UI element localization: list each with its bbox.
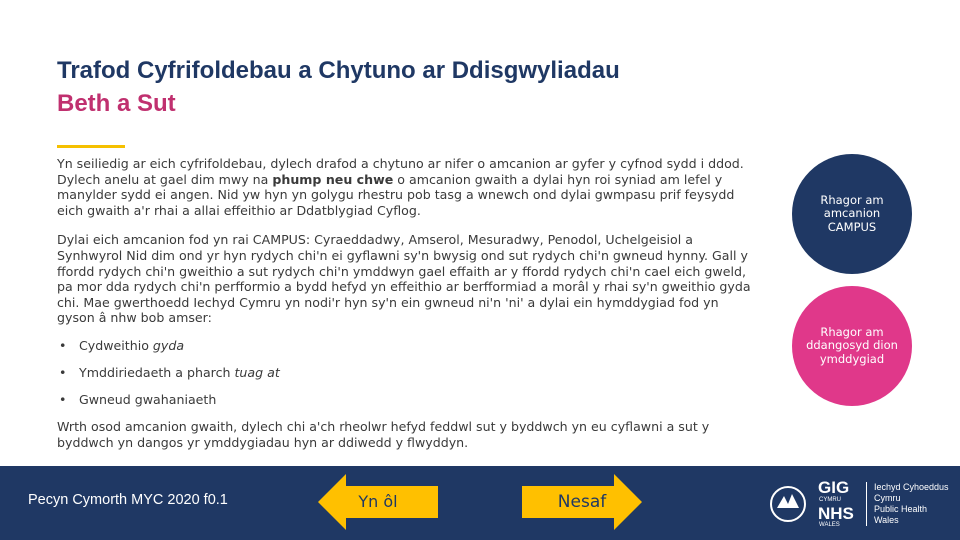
logo-org-line: Cymru <box>874 493 901 503</box>
logo-cymru: CYMRU <box>819 497 841 503</box>
more-behaviour-indicators-button[interactable] <box>792 286 912 406</box>
more-campus-label: Rhagor am amcanion CAMPUS <box>820 192 884 234</box>
intro-text-end: o amcanion gwaith a dylai hyn roi syniad am lefel y manylder sydd ei angen. Nid yw hyn yn golygu rhestru pob tasg a wnewch ond dylai gwmpasu prif feysydd eich gwaith a'r rhai a allai effeithio ar Ddatblygiad Cyflog. <box>57 171 735 218</box>
more-behaviour-label: Rhagor am ddangosyd dion ymddygiad <box>806 324 898 366</box>
value-text: Cydweithio <box>79 337 153 353</box>
logo-nhs: NHS <box>818 504 854 523</box>
paragraph-closing: Wrth osod amcanion gwaith, dylech chi a'ch rheolwr hefyd feddwl sut y byddwch yn eu cyflawni a sut y byddwch yn dangos yr ymddygiadau hyn ar ddiwedd y flwyddyn. <box>57 418 710 450</box>
list-item <box>57 365 757 392</box>
paragraph-intro <box>57 156 757 218</box>
nhs-wales-logo <box>768 478 948 528</box>
toolkit-version-label: Pecyn Cymorth MYC 2020 f0.1 <box>28 492 228 508</box>
body-text <box>57 156 757 450</box>
logo-gig: GIG <box>818 478 850 497</box>
back-button[interactable] <box>318 474 438 530</box>
list-item <box>57 338 757 365</box>
value-text: Ymddiriedaeth a pharch <box>79 364 235 380</box>
logo-org-line: Public Health <box>874 504 928 514</box>
logo-divider <box>866 482 867 526</box>
more-campus-objectives-button[interactable] <box>792 154 912 274</box>
next-label: Nesaf <box>557 492 607 512</box>
page-title: Trafod Cyfrifoldebau a Chytuno ar Ddisgwyliadau <box>57 57 620 84</box>
value-text: Gwneud gwahaniaeth <box>79 391 217 407</box>
logo-org-line: Wales <box>874 515 899 525</box>
back-label: Yn ôl <box>358 492 398 511</box>
intro-text-start: Yn seiliedig ar eich cyfrifoldebau, dylech drafod a chytuno ar nifer o amcanion ar gyfer y cyfnod sydd i ddod. Dylech anelu at gael dim mwy na <box>57 156 744 187</box>
list-item <box>57 392 757 419</box>
page-subtitle: Beth a Sut <box>57 90 176 117</box>
logo-org-line: Iechyd Cyhoeddus <box>874 482 949 492</box>
value-emphasis: tuag at <box>234 364 280 380</box>
next-button[interactable] <box>522 474 642 530</box>
values-list <box>57 338 757 419</box>
paragraph-campus: Dylai eich amcanion fod yn rai CAMPUS: Cyraeddadwy, Amserol, Mesuradwy, Penodol, Uchelgeisiol a Synhwyrol Nid dim ond yr hyn rydych chi'n ei gyflawni sy'n bwysig ond sut rydych chi'n gwneud hynny. Gall y ffordd rydych chi'n gweithio a sut rydych chi'n ymddwyn gael effaith ar y ffordd rydych chi'n cael eich gweld, pa mor dda rydych chi'n perfformio a bydd hefyd yn effeithio ar berfformiad a morâl y rhai sy'n gweithio gyda chi. Mae gwerthoedd Iechyd Cymru yn nodi'r hyn sy'n ein gwneud ni'n 'ni' a dylai ein hymddygiad fod yn gyson â nhw bob amser: <box>57 232 751 326</box>
logo-wales: WALES <box>819 522 840 528</box>
value-emphasis: gyda <box>152 337 185 353</box>
dragon-emblem-icon <box>768 484 808 524</box>
intro-emphasis: phump neu chwe <box>272 171 394 187</box>
accent-divider <box>57 145 125 148</box>
